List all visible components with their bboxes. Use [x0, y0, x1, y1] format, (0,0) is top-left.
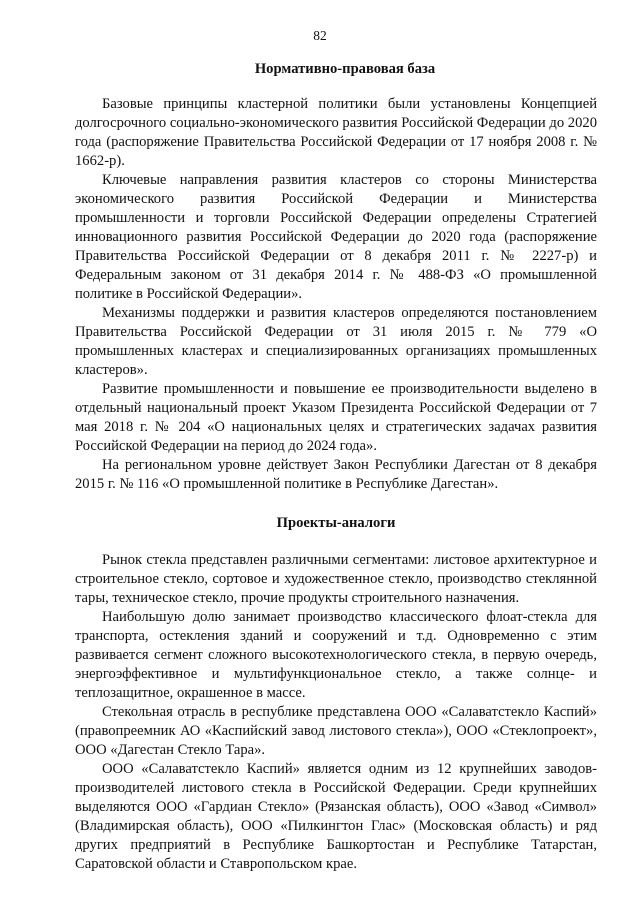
paragraph: Базовые принципы кластерной политики были установлены Концепцией долгосрочного социально-экономического развития Российской Федерации до 2020 года (распоряжение Правительства Российской Федерации от 17 ноября 2008 г. № 1662-р).: [75, 96, 597, 169]
section-heading-analog-projects: Проекты-аналоги: [276, 515, 396, 531]
paragraph: Развитие промышленности и повышение ее производительности выделено в отдельный национальный проект Указом Президента Российской Федерации от 7 мая 2018 г. № 204 «О национальных целях и стратегических задачах развития Российской Федерации на период до 2024 года».: [75, 381, 597, 454]
paragraph: Рынок стекла представлен различными сегментами: листовое архитектурное и строительное стекло, сортовое и художественное стекло, производство стеклянной тары, техническое стекло, прочие продукты строительного назначения.: [75, 552, 597, 606]
paragraph: Механизмы поддержки и развития кластеров определяются постановлением Правительства Российской Федерации от 31 июля 2015 г. № 779 «О промышленных кластерах и специализированных организациях промышленных кластеров».: [75, 305, 597, 378]
paragraph: ООО «Салаватстекло Каспий» является одним из 12 крупнейших заводов-производителей листового стекла в Российской Федерации. Среди крупнейших выделяются ООО «Гардиан Стекло» (Рязанская область), ООО «Завод «Символ» (Владимирская область), ООО «Пилкингтон Глас» (Московская область) и ряд других предприятий в Республике Башкортостан и Республике Татарстан, Саратовской области и Ставропольском крае.: [75, 761, 597, 872]
paragraph: Наибольшую долю занимает производство классического флоат-стекла для транспорта, остекления зданий и сооружений и т.д. Одновременно с этим развивается сегмент сложного высокотехнологического стекла, в первую очередь, энергоэффективное и мультифункциональное стекло, а также солнце- и теплозащитное, окрашенное в массе.: [75, 609, 597, 701]
page-number: 82: [313, 28, 327, 43]
document-body: [75, 60, 597, 874]
paragraph: Ключевые направления развития кластеров со стороны Министерства экономического развития Российской Федерации и Министерства промышленности и торговли Российской Федерации определены Стратегией инновационного развития Российской Федерации до 2020 года (распоряжение Правительства Российской Федерации от 8 декабря 2011 г. № 2227-р) и Федеральным законом от 31 декабря 2014 г. № 488-ФЗ «О промышленной политике в Российской Федерации».: [75, 172, 597, 302]
section-heading-legal-base: Нормативно-правовая база: [254, 61, 436, 77]
paragraph: На региональном уровне действует Закон Республики Дагестан от 8 декабря 2015 г. № 116 «О промышленной политике в Республике Дагестан».: [75, 457, 597, 492]
paragraph: Стекольная отрасль в республике представлена ООО «Салаватстекло Каспий» (правопреемник АО «Каспийский завод листового стекла»), ООО «Стеклопроект», ООО «Дагестан Стекло Тара».: [75, 704, 597, 758]
